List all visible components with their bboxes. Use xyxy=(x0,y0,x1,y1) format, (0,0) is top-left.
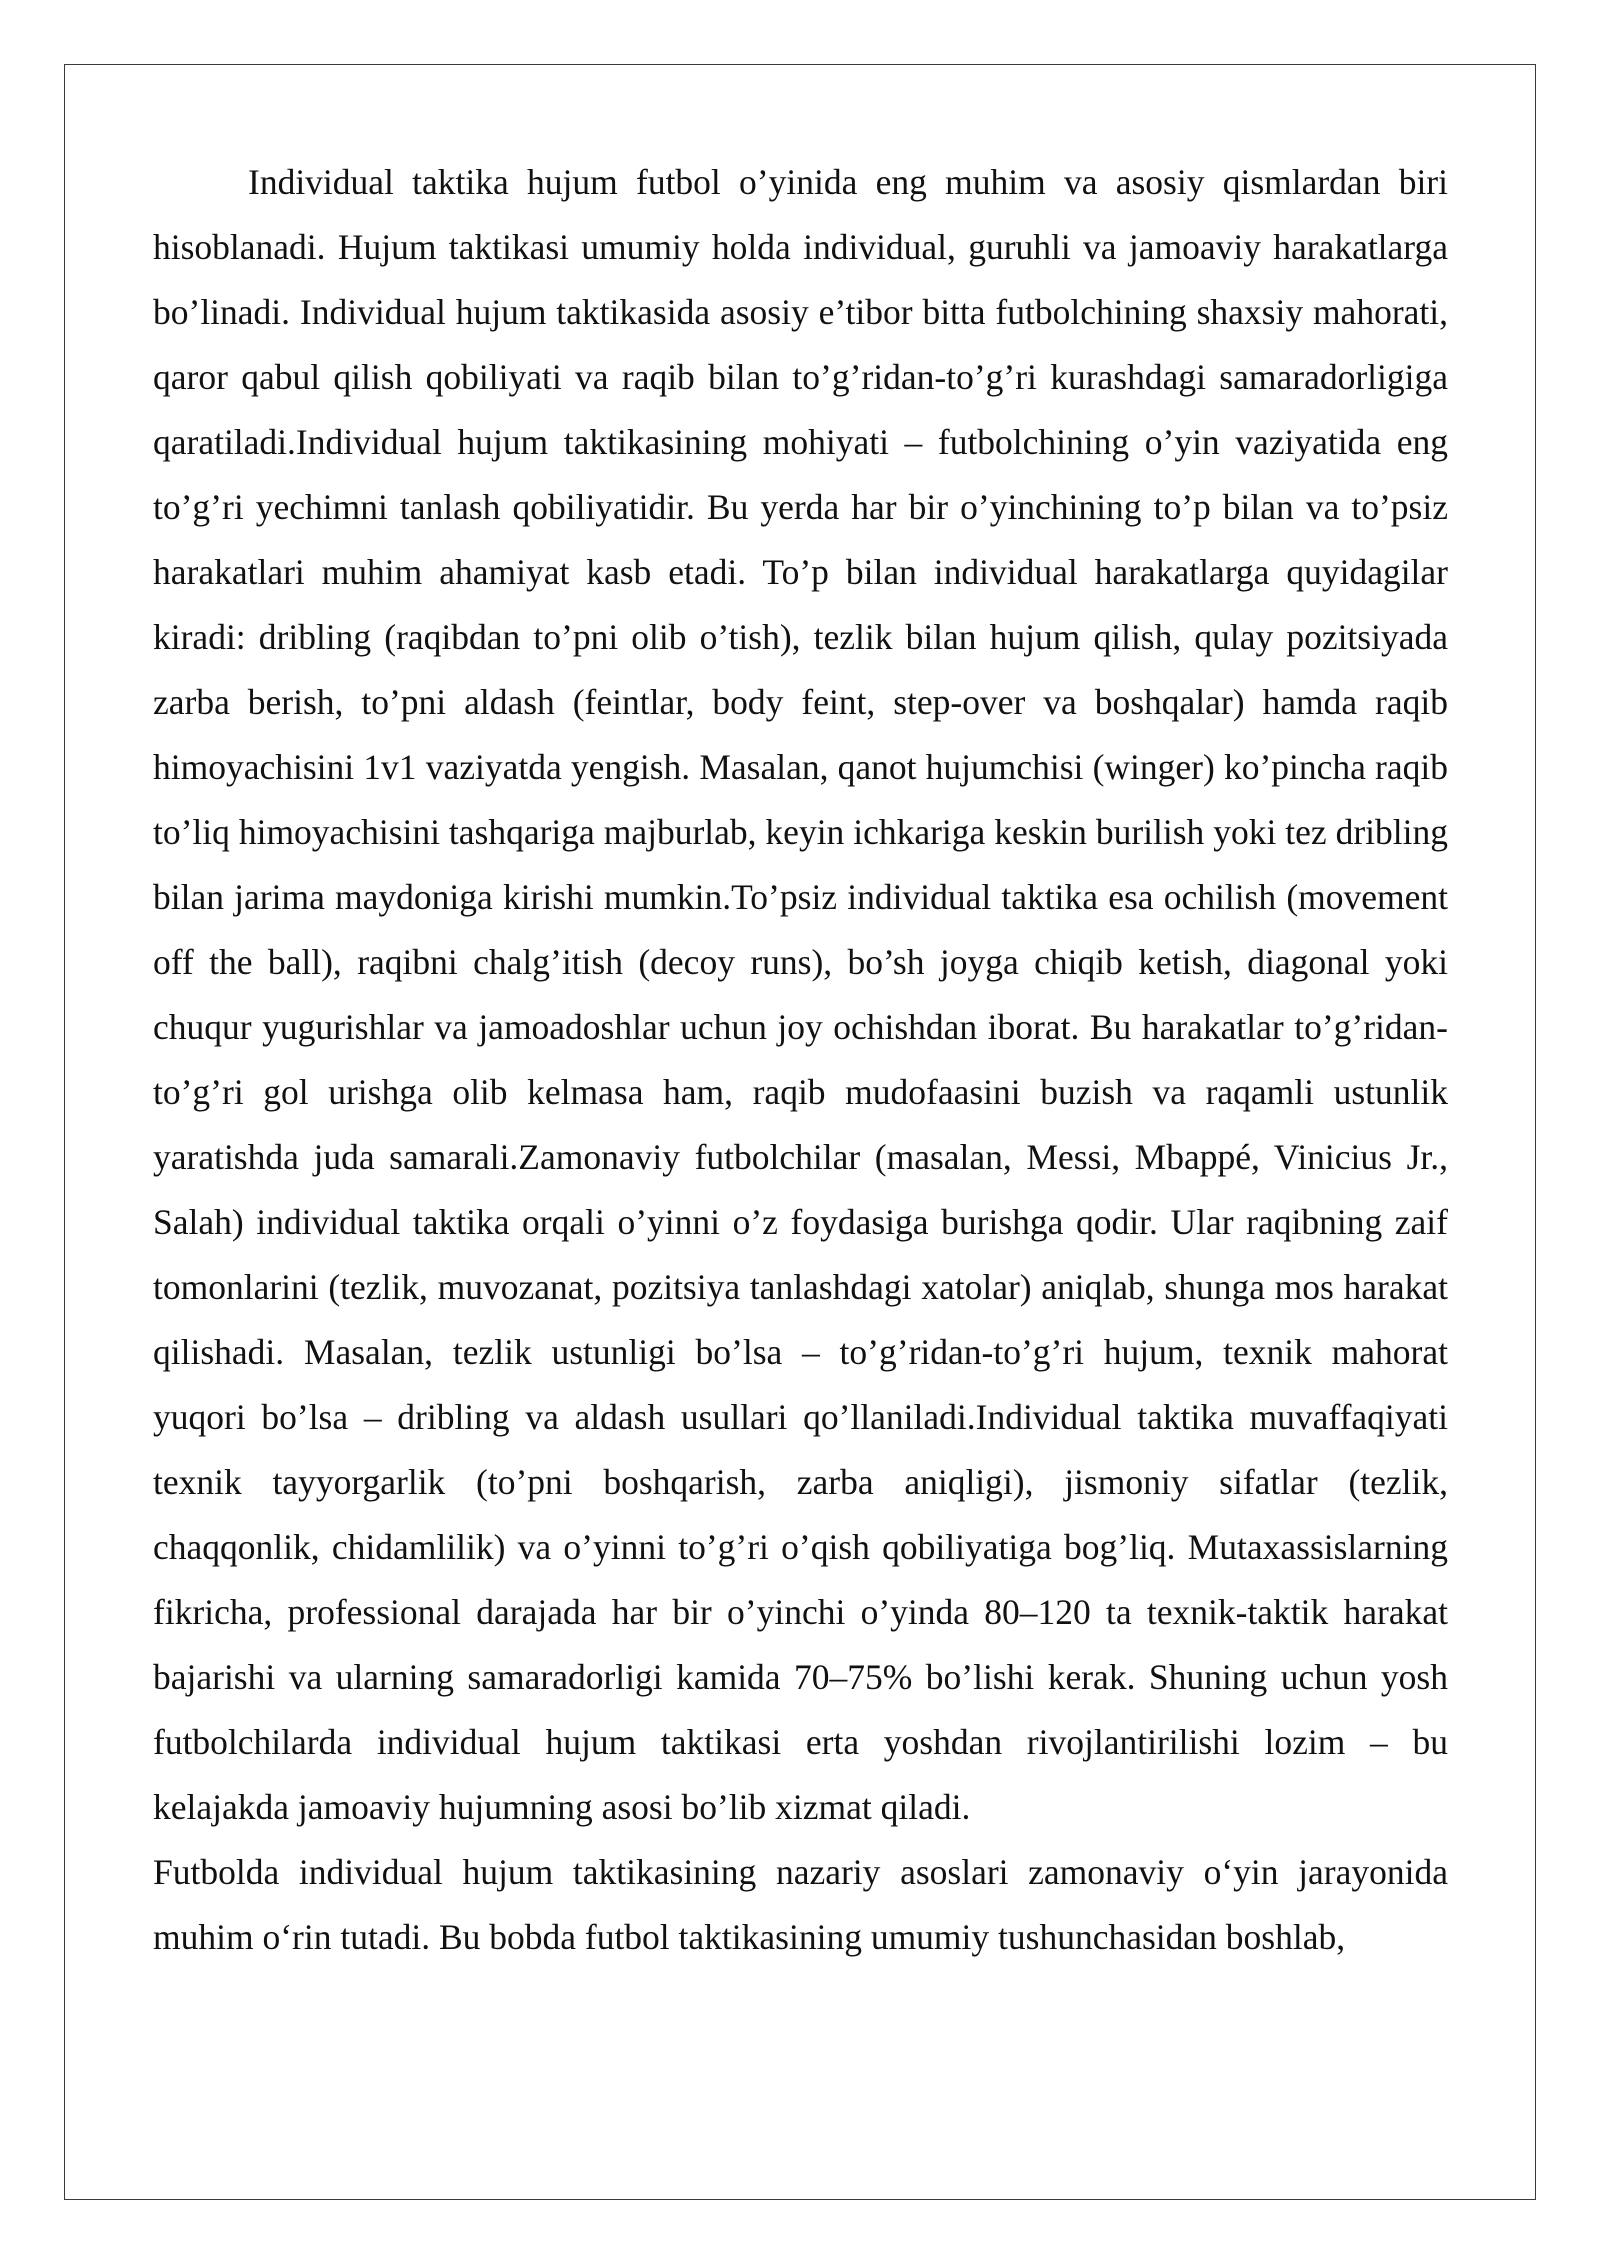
paragraph-1: Individual taktika hujum futbol o’yinida eng muhim va asosiy qismlardan biri hisoblanadi. Hujum taktikasi umumiy holda individual, guruhli va jamoaviy harakatlarga bo’linadi. Individual hujum taktikasida asosiy e’tibor bitta futbolchining shaxsiy mahorati, qaror qabul qilish qobiliyati va raqib bilan to’g’ridan-to’g’ri kurashdagi samaradorligiga qaratiladi.Individual hujum taktikasining mohiyati – futbolchining o’yin vaziyatida eng to’g’ri yechimni tanlash qobiliyatidir. Bu yerda har bir o’yinchining to’p bilan va to’psiz harakatlari muhim ahamiyat kasb etadi. To’p bilan individual harakatlarga quyidagilar kiradi: dribling (raqibdan to’pni olib o’tish), tezlik bilan hujum qilish, qulay pozitsiyada zarba berish, to’pni aldash (feintlar, body feint, step-over va boshqalar) hamda raqib himoyachisini 1v1 vaziyatda yengish. Masalan, qanot hujumchisi (winger) ko’pincha raqib to’liq himoyachisini tashqariga majburlab, keyin ichkariga keskin burilish yoki tez dribling bilan jarima maydoniga kirishi mumkin.To’psiz individual taktika esa ochilish (movement off the ball), raqibni chalg’itish (decoy runs), bo’sh joyga chiqib ketish, diagonal yoki chuqur yugurishlar va jamoadoshlar uchun joy ochishdan iborat. Bu harakatlar to’g’ridan-to’g’ri gol urishga olib kelmasa ham, raqib mudofaasini buzish va raqamli ustunlik yaratishda juda samarali.Zamonaviy futbolchilar (masalan, Messi, Mbappé, Vinicius Jr., Salah) individual taktika orqali o’yinni o’z foydasiga burishga qodir. Ular raqibning zaif tomonlarini (tezlik, muvozanat, pozitsiya tanlashdagi xatolar) aniqlab, shunga mos harakat qilishadi. Masalan, tezlik ustunligi bo’lsa – to’g’ridan-to’g’ri hujum, texnik mahorat yuqori bo’lsa – dribling va aldash usullari qo’llaniladi.Individual taktika muvaffaqiyati texnik tayyorgarlik (to’pni boshqarish, zarba aniqligi), jismoniy sifatlar (tezlik, chaqqonlik, chidamlilik) va o’yinni to’g’ri o’qish qobiliyatiga bog’liq. Mutaxassislarning fikricha, professional darajada har bir o’yinchi o’yinda 80–120 ta texnik-taktik harakat bajarishi va ularning samaradorligi kamida 70–75% bo’lishi kerak. Shuning uchun yosh futbolchilarda individual hujum taktikasi erta yoshdan rivojlantirilishi lozim – bu kelajakda jamoaviy hujumning asosi bo’lib xizmat qiladi. xyxy=(153,162,1448,1827)
document-body xyxy=(153,150,1448,1970)
paragraph-2: Futbolda individual hujum taktikasining nazariy asoslari zamonaviy o‘yin jarayonida muhim o‘rin tutadi. Bu bobda futbol taktikasining umumiy tushunchasidan boshlab, xyxy=(153,1852,1448,1957)
